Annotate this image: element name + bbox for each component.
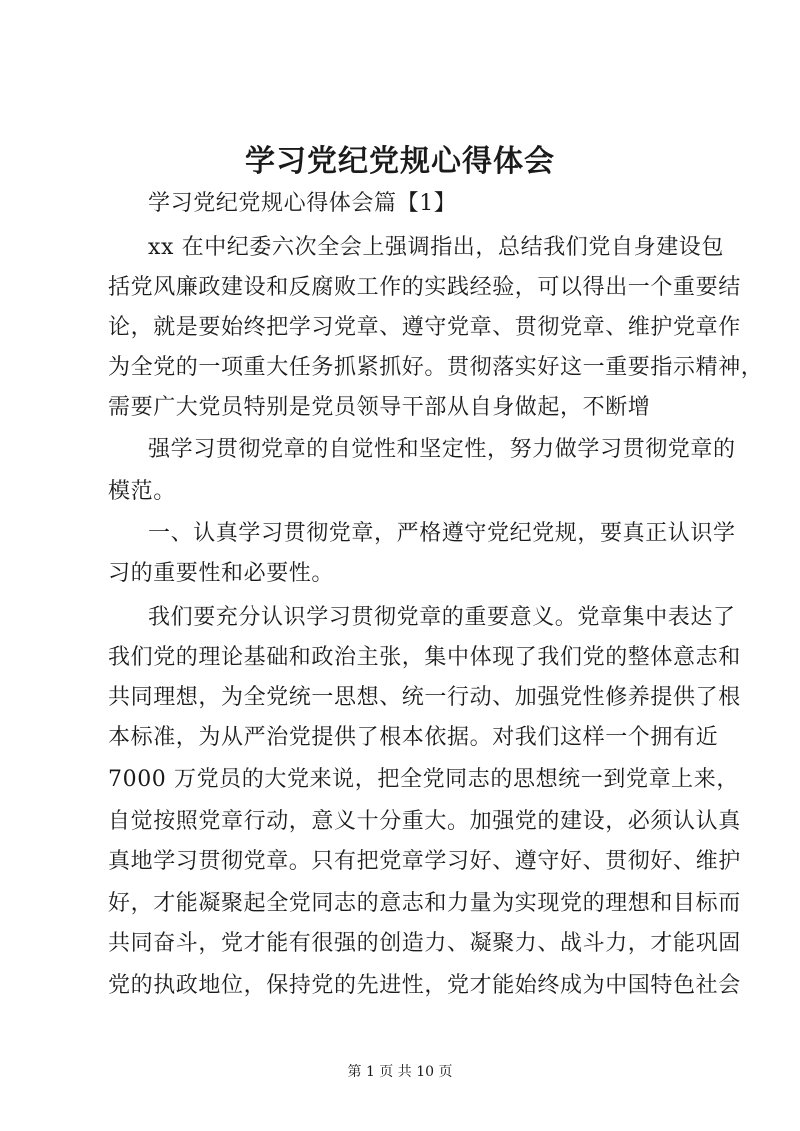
text-line: 需要广大党员特别是党员领导干部从自身做起，不断增	[108, 395, 651, 420]
text-line: 我们要充分认识学习贯彻党章的重要意义。党章集中表达了	[148, 605, 736, 630]
text-line: 论，就是要始终把学习党章、遵守党章、贯彻党章、维护党章作	[108, 315, 741, 340]
text-line: 共同奋斗，党才能有很强的创造力、凝聚力、战斗力，才能巩固	[108, 931, 741, 956]
text-line: 好，才能凝聚起全党同志的意志和力量为实现党的理想和目标而	[108, 891, 741, 916]
text-line: 党的执政地位，保持党的先进性，党才能始终成为中国特色社会	[108, 973, 741, 998]
text-line: 一、认真学习贯彻党章，严格遵守党纪党规，要真正认识学	[148, 521, 736, 546]
text-line: 真地学习贯彻党章。只有把党章学习好、遵守好、贯彻好、维护	[108, 849, 741, 874]
text-line: 本标准，为从严治党提供了根本依据。对我们这样一个拥有近	[108, 725, 719, 750]
text-line: 强学习贯彻党章的自觉性和坚定性，努力做学习贯彻党章的	[148, 437, 736, 462]
text-line: 共同理想，为全党统一思想、统一行动、加强党性修养提供了根	[108, 685, 741, 710]
text-line: 我们党的理论基础和政治主张，集中体现了我们党的整体意志和	[108, 645, 741, 670]
text-line: xx 在中纪委六次全会上强调指出，总结我们党自身建设包	[148, 235, 725, 260]
text-line: 为全党的一项重大任务抓紧抓好。贯彻落实好这一重要指示精神，	[108, 355, 764, 380]
text-line: 7000 万党员的大党来说，把全党同志的思想统一到党章上来，	[108, 767, 739, 792]
text-line: 模范。	[108, 479, 176, 504]
text-line: 自觉按照党章行动，意义十分重大。加强党的建设，必须认认真	[108, 809, 741, 834]
document-title: 学习党纪党规心得体会	[245, 144, 555, 179]
page-number: 第 1 页 共 10 页	[347, 1064, 453, 1080]
text-line: 习的重要性和必要性。	[108, 561, 335, 586]
text-line: 括党风廉政建设和反腐败工作的实践经验，可以得出一个重要结	[108, 275, 741, 300]
section-heading: 学习党纪党规心得体会篇【1】	[148, 191, 457, 216]
